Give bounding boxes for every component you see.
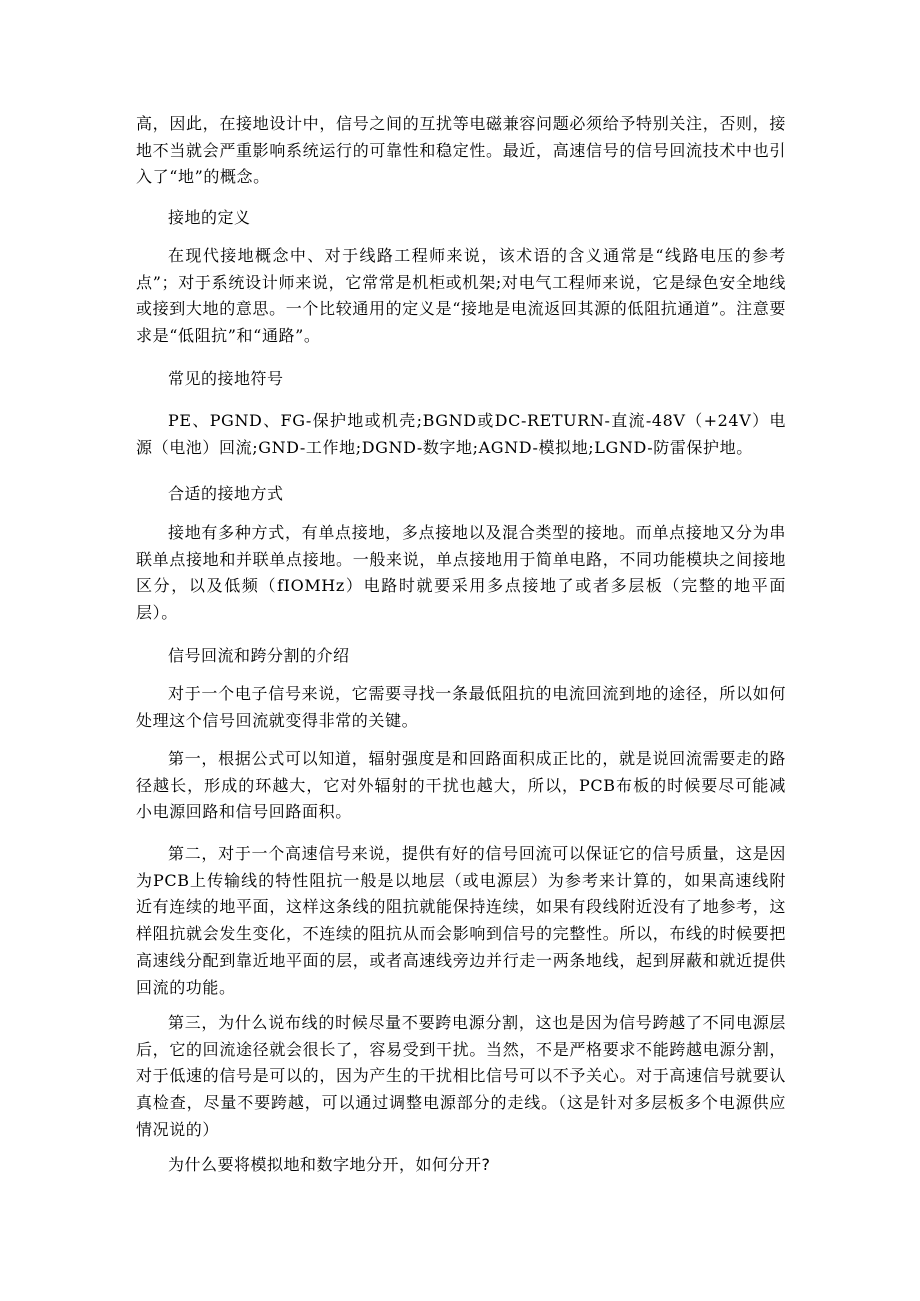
paragraph-grounding-methods: 接地有多种方式，有单点接地，多点接地以及混合类型的接地。而单点接地又分为串联单点接地和并联单点接地。一般来说，单点接地用于简单电路，不同功能模块之间接地区分，以及低频（fIOMHz）电路时就要采用多点接地了或者多层板（完整的地平面层）。	[136, 523, 786, 623]
paragraph-point-one: 第一，根据公式可以知道，辐射强度是和回路面积成正比的，就是说回流需要走的路径越长，形成的环越大，它对外辐射的干扰也越大，所以，PCB布板的时候要尽可能减小电源回路和信号回路面积。	[136, 749, 786, 822]
section-heading-signal-return: 信号回流和跨分割的介绍	[168, 646, 350, 665]
paragraph-signal-return-intro: 对于一个电子信号来说，它需要寻找一条最低阻抗的电流回流到地的途径，所以如何处理这个信号回流就变得非常的关键。	[136, 684, 786, 730]
intro-paragraph: 高，因此，在接地设计中，信号之间的互扰等电磁兼容问题必须给予特别关注，否则，接地不当就会严重影响系统运行的可靠性和稳定性。最近，高速信号的信号回流技术中也引入了“地”的概念。	[136, 114, 786, 187]
section-heading-grounding-methods: 合适的接地方式	[168, 484, 284, 503]
section-heading-grounding-definition: 接地的定义	[168, 208, 251, 227]
section-heading-grounding-symbols: 常见的接地符号	[168, 369, 284, 388]
section-heading-analog-digital-ground: 为什么要将模拟地和数字地分开，如何分开?	[168, 1155, 491, 1174]
paragraph-grounding-symbols: PE、PGND、FG-保护地或机壳;BGND或DC-RETURN-直流-48V（+24V）电源（电池）回流;GND-工作地;DGND-数字地;AGND-模拟地;LGND-防雷保护地。	[136, 411, 786, 457]
paragraph-grounding-definition: 在现代接地概念中、对于线路工程师来说，该术语的含义通常是“线路电压的参考点”；对于系统设计师来说，它常常是机柜或机架;对电气工程师来说，它是绿色安全地线或接到大地的意思。一个比较通用的定义是“接地是电流返回其源的低阻抗通道”。注意要求是“低阻抗”和“通路”。	[136, 246, 786, 346]
paragraph-point-three: 第三，为什么说布线的时候尽量不要跨电源分割，这也是因为信号跨越了不同电源层后，它的回流途径就会很长了，容易受到干扰。当然，不是严格要求不能跨越电源分割，对于低速的信号是可以的，因为产生的干扰相比信号可以不予关心。对于高速信号就要认真检查，尽量不要跨越，可以通过调整电源部分的走线。（这是针对多层板多个电源供应情况说的）	[136, 1013, 786, 1139]
paragraph-point-two: 第二，对于一个高速信号来说，提供有好的信号回流可以保证它的信号质量，这是因为PCB上传输线的特性阻抗一般是以地层（或电源层）为参考来计算的，如果高速线附近有连续的地平面，这样这条线的阻抗就能保持连续，如果有段线附近没有了地参考，这样阻抗就会发生变化，不连续的阻抗从而会影响到信号的完整性。所以，布线的时候要把高速线分配到靠近地平面的层，或者高速线旁边并行走一两条地线，起到屏蔽和就近提供回流的功能。	[136, 844, 786, 997]
